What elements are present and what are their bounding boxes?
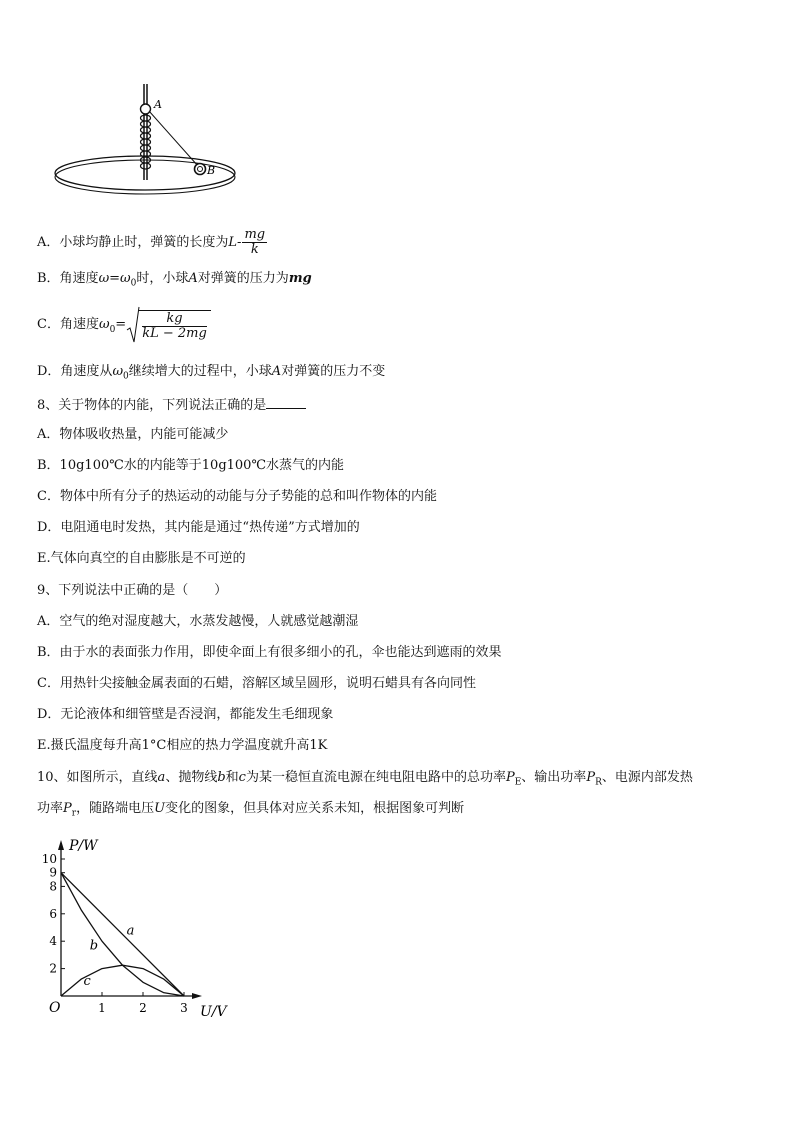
- q7-option-d: D．角速度从$\omega_0$继续增大的过程中，小球A对弹簧的压力不变: [37, 364, 386, 382]
- q9-option-e: E.摄氏温度每升高1°C相应的热力学温度就升高1K: [37, 738, 328, 753]
- q9-option-a: A．空气的绝对湿度越大，水蒸发越慢，人就感觉越潮湿: [37, 614, 359, 629]
- curve-label-a: a: [126, 923, 135, 939]
- q8-stem: 8、关于物体的内能，下列说法正确的是: [37, 396, 306, 414]
- spring-rod-figure: [50, 78, 250, 200]
- curve-c: [61, 965, 184, 996]
- y-axis-label: P/W: [69, 838, 98, 854]
- q8-option-d: D．电阻通电时发热，其内能是通过“热传递”方式增加的: [37, 520, 360, 535]
- y-tick-label: 10: [41, 852, 57, 866]
- q9-option-d: D．无论液体和细管壁是否浸润，都能发生毛细现象: [37, 707, 334, 722]
- q8-option-c: C．物体中所有分子的热运动的动能与分子势能的总和叫作物体的内能: [37, 489, 437, 504]
- q10-stem-line2: 功率$P_r$，随路端电压U变化的图象，但具体对应关系未知，根据图象可判断: [37, 801, 465, 819]
- q8-option-a: A．物体吸收热量，内能可能减少: [37, 427, 229, 442]
- q8-option-e: E.气体向真空的自由膨胀是不可逆的: [37, 551, 246, 566]
- y-tick-label: 6: [49, 906, 57, 921]
- q9-stem: 9、下列说法中正确的是（ ）: [37, 583, 228, 598]
- y-tick-label: 4: [49, 934, 57, 949]
- ball-a: [141, 104, 151, 114]
- answer-blank: [266, 396, 306, 409]
- q7-option-a: A．小球均静止时，弹簧的长度为L- $\frac{mg}{k}$: [37, 227, 266, 257]
- ball-a-label: A: [154, 98, 162, 111]
- fraction-mg-over-k: $\frac{mg}{k}$: [244, 227, 266, 257]
- q7-option-c: C．角速度$\omega_0=$ $\frac{kg}{kL - 2mg}$: [37, 306, 212, 344]
- q8-option-b: B．10g100℃水的内能等于10g100℃水蒸气的内能: [37, 458, 344, 473]
- y-axis-arrow: [58, 840, 64, 850]
- x-axis-arrow: [192, 993, 202, 999]
- origin-label: O: [49, 1000, 61, 1016]
- ball-b-label: B: [207, 164, 216, 177]
- sqrt-expression: $\frac{kg}{kL - 2mg}$: [126, 306, 212, 344]
- x-tick-label: 1: [98, 1001, 106, 1015]
- q7-option-b: B．角速度$\omega=\omega_0$时，小球A对弹簧的压力为mg: [37, 271, 312, 289]
- ball-b: [195, 164, 206, 175]
- curve-label-c: c: [83, 974, 91, 990]
- power-voltage-chart: [30, 836, 250, 1021]
- y-tick-label: 9: [49, 865, 57, 880]
- x-axis-label: U/V: [200, 1004, 227, 1020]
- q9-option-b: B．由于水的表面张力作用，即使伞面上有很多细小的孔，伞也能达到遮雨的效果: [37, 645, 502, 660]
- q10-stem-line1: 10、如图所示，直线a、抛物线b和c为某一稳恒直流电源在纯电阻电路中的总功率$P_E$、输出功率$P_R$、电源内部发热: [37, 770, 693, 788]
- curve-a: [61, 873, 184, 996]
- y-tick-label: 2: [49, 961, 57, 976]
- y-tick-label: 8: [49, 879, 57, 894]
- x-tick-label: 2: [139, 1001, 147, 1015]
- q9-option-c: C．用热针尖接触金属表面的石蜡，溶解区域呈圆形，说明石蜡具有各向同性: [37, 676, 476, 691]
- curve-label-b: b: [89, 938, 99, 954]
- x-tick-label: 3: [180, 1001, 188, 1015]
